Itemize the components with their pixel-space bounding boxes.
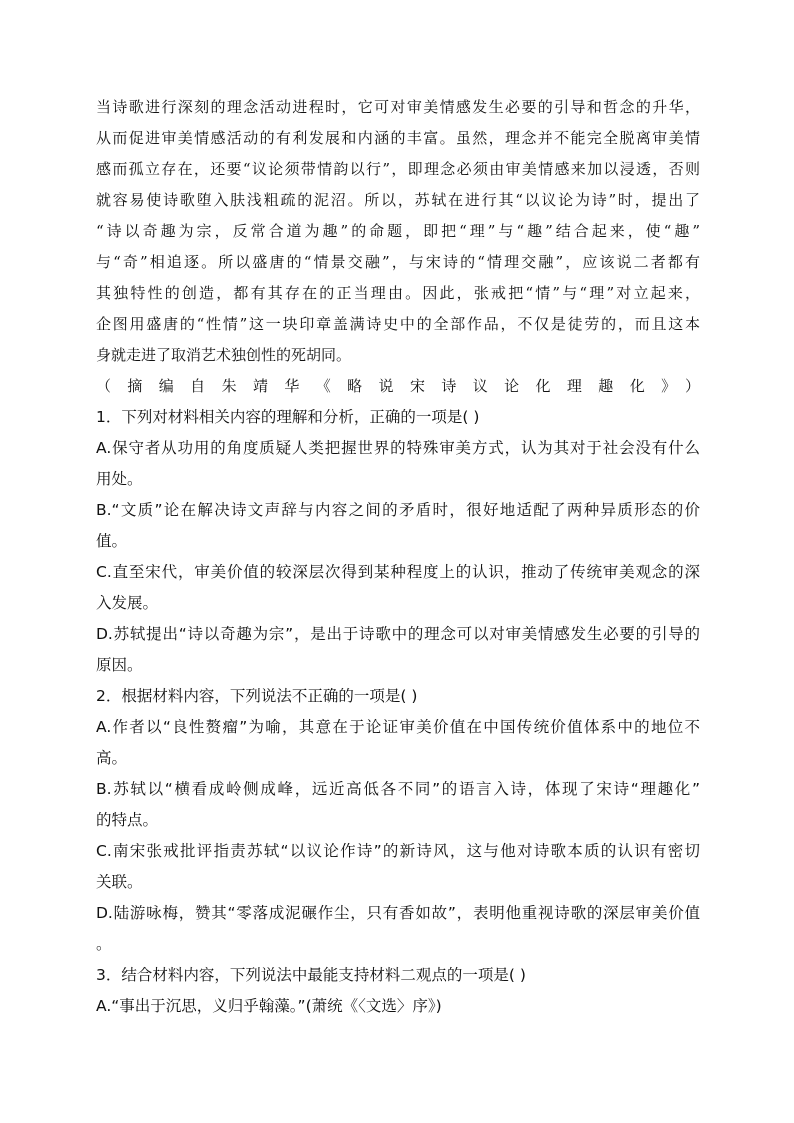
option-d: D.陆游咏梅，赞其“零落成泥碾作尘，只有香如故”，表明他重视诗歌的深层审美价值 <box>96 904 700 922</box>
option-a: A.作者以“良性赘瘤”为喻，其意在于论证审美价值在中国传统价值体系中的地位不 <box>96 718 700 736</box>
questions <box>96 402 700 1022</box>
passage-source: （摘编自朱靖华《略说宋诗议论化理趣化》） <box>96 377 700 395</box>
question-stem: 3．结合材料内容，下列说法中最能支持材料二观点的一项是( ) <box>96 966 526 984</box>
option-b-cont: 的特点。 <box>96 811 159 829</box>
option-b: B.苏轼以“横看成岭侧成峰，远近高低各不同”的语言入诗，体现了宋诗“理趣化” <box>96 780 700 798</box>
option-a: A.“事出于沉思，义归乎翰藻。”(萧统《〈文选〉序》) <box>96 997 442 1015</box>
question-stem: 2．根据材料内容，下列说法不正确的一项是( ) <box>96 687 418 705</box>
option-a-cont: 高。 <box>96 749 128 767</box>
passage <box>96 92 700 402</box>
question-3 <box>96 960 700 1022</box>
passage-line: 当诗歌进行深刻的理念活动进程时，它可对审美情感发生必要的引导和哲念的升华， <box>96 98 700 116</box>
option-d: D.苏轼提出“诗以奇趣为宗”，是出于诗歌中的理念可以对审美情感发生必要的引导的 <box>96 625 700 643</box>
option-a: A.保守者从功用的角度质疑人类把握世界的特殊审美方式，认为其对于社会没有什么 <box>96 439 700 457</box>
option-c: C.南宋张戒批评指责苏轼“以议论作诗”的新诗风，这与他对诗歌本质的认识有密切 <box>96 842 700 860</box>
question-2 <box>96 681 700 960</box>
passage-line: 从而促进审美情感活动的有利发展和内涵的丰富。虽然，理念并不能完全脱离审美情 <box>96 129 700 147</box>
option-d-cont: 原因。 <box>96 656 143 674</box>
passage-line: 其独特性的创造，都有其存在的正当理由。因此，张戒把“情”与“理”对立起来， <box>96 284 700 302</box>
passage-line: 就容易使诗歌堕入肤浅粗疏的泥沼。所以，苏轼在进行其“以议论为诗”时，提出了 <box>96 191 700 209</box>
option-b-cont: 值。 <box>96 532 128 550</box>
passage-line: “诗以奇趣为宗，反常合道为趣”的命题，即把“理”与“趣”结合起来，使“趣” <box>96 222 700 240</box>
option-d-cont: 。 <box>96 935 112 953</box>
passage-line: 感而孤立存在，还要“议论须带情韵以行”，即理念必须由审美情感来加以浸透，否则 <box>96 160 700 178</box>
option-c: C.直至宋代，审美价值的较深层次得到某种程度上的认识，推动了传统审美观念的深 <box>96 563 700 581</box>
option-b: B.“文质”论在解决诗文声辞与内容之间的矛盾时，很好地适配了两种异质形态的价 <box>96 501 700 519</box>
question-stem: 1．下列对材料相关内容的理解和分析，正确的一项是( ) <box>96 408 480 426</box>
question-1 <box>96 402 700 681</box>
option-c-cont: 入发展。 <box>96 594 159 612</box>
passage-line: 与“奇”相追逐。所以盛唐的“情景交融”，与宋诗的“情理交融”，应该说二者都有 <box>96 253 700 271</box>
passage-line: 身就走进了取消艺术独创性的死胡同。 <box>96 346 352 364</box>
document-page <box>96 92 700 1022</box>
option-c-cont: 关联。 <box>96 873 143 891</box>
option-a-cont: 用处。 <box>96 470 143 488</box>
passage-line: 企图用盛唐的“性情”这一块印章盖满诗史中的全部作品，不仅是徒劳的，而且这本 <box>96 315 700 333</box>
